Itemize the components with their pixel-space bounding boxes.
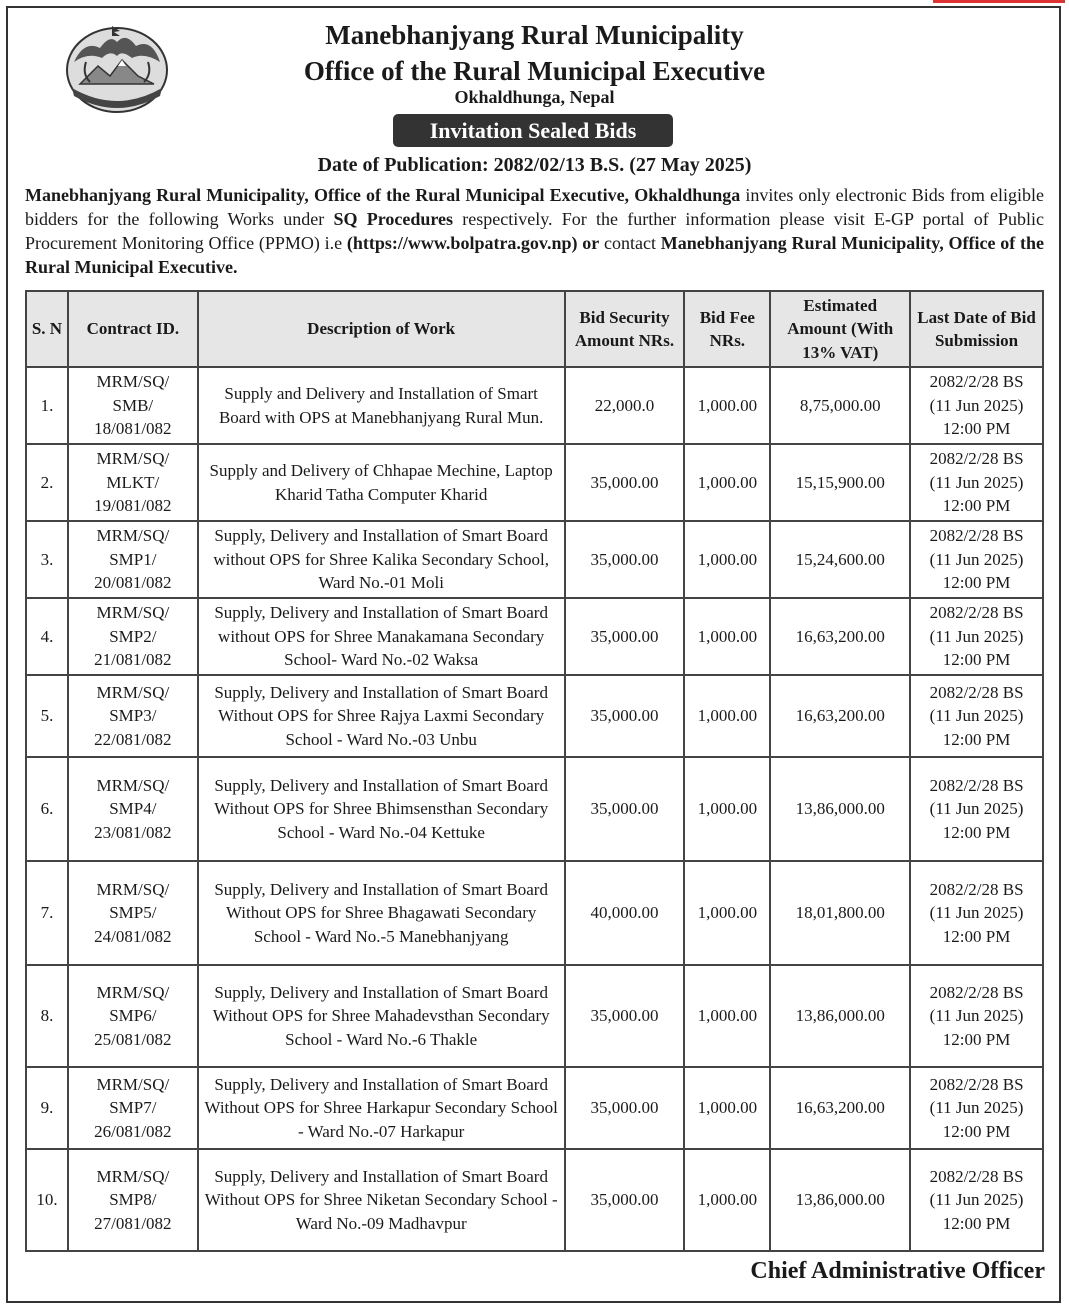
contract-id-line: 27/081/082 <box>94 1213 172 1233</box>
cell-last-date <box>910 1149 1043 1251</box>
cell-sn: 5. <box>26 675 68 757</box>
last-date-line: (11 Jun 2025) <box>929 549 1024 569</box>
cell-bid-security: 35,000.00 <box>565 444 685 521</box>
last-date-line: (11 Jun 2025) <box>929 626 1024 646</box>
cell-sn: 10. <box>26 1149 68 1251</box>
last-date-line: (11 Jun 2025) <box>929 472 1024 492</box>
cell-estimated: 15,24,600.00 <box>770 521 910 598</box>
cell-estimated: 13,86,000.00 <box>770 1149 910 1251</box>
cell-contract-id <box>68 444 198 521</box>
cell-contract-id <box>68 861 198 965</box>
last-date-line: 12:00 PM <box>942 1029 1011 1049</box>
cell-bid-fee: 1,000.00 <box>684 367 770 444</box>
cell-description: Supply, Delivery and Installation of Smart Board Without OPS for Shree Niketan Secondary School - Ward No.-09 Madhavpur <box>198 1149 565 1251</box>
last-date-line: 12:00 PM <box>942 926 1011 946</box>
table-header-row <box>26 291 1043 367</box>
cell-estimated: 13,86,000.00 <box>770 965 910 1067</box>
contract-id-line: MRM/SQ/ <box>96 879 170 899</box>
contract-id-line: SMP3/ <box>109 706 157 726</box>
last-date-line: (11 Jun 2025) <box>929 903 1024 923</box>
last-date-line: 12:00 PM <box>942 1213 1011 1233</box>
notice-title: Invitation Sealed Bids <box>393 114 673 147</box>
cell-bid-fee: 1,000.00 <box>684 521 770 598</box>
table-row <box>26 757 1043 861</box>
signatory: Chief Administrative Officer <box>750 1258 1045 1284</box>
cell-last-date <box>910 757 1043 861</box>
last-date-line: 2082/2/28 BS <box>929 449 1024 469</box>
office-name: Office of the Rural Municipal Executive <box>303 56 766 86</box>
header-bid-fee: Bid Fee NRs. <box>684 291 770 367</box>
last-date-line: 2082/2/28 BS <box>929 682 1024 702</box>
last-date-line: (11 Jun 2025) <box>929 1006 1024 1026</box>
cell-sn: 7. <box>26 861 68 965</box>
cell-bid-fee: 1,000.00 <box>684 965 770 1067</box>
cell-description: Supply, Delivery and Installation of Smart Board Without OPS for Shree Bhimsensthan Secondary School - Ward No.-04 Kettuke <box>198 757 565 861</box>
header-bid-security: Bid Security Amount NRs. <box>565 291 685 367</box>
contract-id-line: MRM/SQ/ <box>96 682 170 702</box>
contract-id-line: MRM/SQ/ <box>96 603 170 623</box>
cell-bid-fee: 1,000.00 <box>684 444 770 521</box>
cell-contract-id <box>68 598 198 675</box>
cell-last-date <box>910 965 1043 1067</box>
cell-description: Supply, Delivery and Installation of Smart Board Without OPS for Shree Rajya Laxmi Secondary School - Ward No.-03 Unbu <box>198 675 565 757</box>
cell-last-date <box>910 521 1043 598</box>
cell-bid-security: 35,000.00 <box>565 675 685 757</box>
header-sn: S. N <box>26 291 68 367</box>
last-date-line: (11 Jun 2025) <box>929 395 1024 415</box>
cell-sn: 8. <box>26 965 68 1067</box>
table-row <box>26 598 1043 675</box>
contract-id-line: SMP5/ <box>109 903 157 923</box>
contract-id-line: MRM/SQ/ <box>96 982 170 1002</box>
header-last-date: Last Date of Bid Submission <box>910 291 1043 367</box>
cell-last-date <box>910 1067 1043 1149</box>
table-row <box>26 675 1043 757</box>
contract-id-line: SMP4/ <box>109 799 157 819</box>
last-date-line: 2082/2/28 BS <box>929 879 1024 899</box>
contract-id-line: 25/081/082 <box>94 1029 172 1049</box>
contract-id-line: SMP1/ <box>109 549 157 569</box>
cell-bid-security: 35,000.00 <box>565 521 685 598</box>
cell-bid-fee: 1,000.00 <box>684 1149 770 1251</box>
contract-id-line: MRM/SQ/ <box>96 1166 170 1186</box>
header-description: Description of Work <box>198 291 565 367</box>
publication-date: Date of Publication: 2082/02/13 B.S. (27 May 2025) <box>317 154 752 176</box>
cell-sn: 4. <box>26 598 68 675</box>
last-date-line: (11 Jun 2025) <box>929 706 1024 726</box>
cell-sn: 6. <box>26 757 68 861</box>
last-date-line: 12:00 PM <box>942 419 1011 439</box>
cell-bid-security: 35,000.00 <box>565 757 685 861</box>
intro-bold-7: Manebhanjyang Rural Municipality, Office of the Rural Municipal Executive. <box>25 233 1045 277</box>
table-row <box>26 367 1043 444</box>
last-date-line: 12:00 PM <box>942 573 1011 593</box>
header-estimated: Estimated Amount (With 13% VAT) <box>770 291 910 367</box>
contract-id-line: SMP2/ <box>109 626 157 646</box>
bids-table <box>25 290 1044 1252</box>
cell-sn: 9. <box>26 1067 68 1149</box>
intro-text-6: contact <box>599 233 661 253</box>
table-row <box>26 965 1043 1067</box>
last-date-line: 12:00 PM <box>942 729 1011 749</box>
contract-id-line: SMP8/ <box>109 1190 157 1210</box>
cell-sn: 3. <box>26 521 68 598</box>
last-date-line: 12:00 PM <box>942 1121 1011 1141</box>
cell-estimated: 16,63,200.00 <box>770 675 910 757</box>
cell-estimated: 13,86,000.00 <box>770 757 910 861</box>
last-date-line: 2082/2/28 BS <box>929 372 1024 392</box>
contract-id-line: 22/081/082 <box>94 729 172 749</box>
intro-paragraph <box>25 183 1044 279</box>
table-row <box>26 444 1043 521</box>
cell-estimated: 18,01,800.00 <box>770 861 910 965</box>
cell-sn: 2. <box>26 444 68 521</box>
cell-contract-id <box>68 757 198 861</box>
cell-description: Supply and Delivery and Installation of Smart Board with OPS at Manebhanjyang Rural Mun. <box>198 367 565 444</box>
cell-contract-id <box>68 367 198 444</box>
last-date-line: 2082/2/28 BS <box>929 1074 1024 1094</box>
cell-last-date <box>910 861 1043 965</box>
cell-bid-fee: 1,000.00 <box>684 757 770 861</box>
contract-id-line: SMP6/ <box>109 1006 157 1026</box>
contract-id-line: SMP7/ <box>109 1098 157 1118</box>
contract-id-line: 20/081/082 <box>94 573 172 593</box>
last-date-line: 2082/2/28 BS <box>929 526 1024 546</box>
cell-bid-fee: 1,000.00 <box>684 861 770 965</box>
intro-text-4: respectively. For the further information please visit E-GP portal of Public Procurement Monitoring Office (PPMO) i.e <box>25 209 1044 253</box>
cell-sn: 1. <box>26 367 68 444</box>
cell-contract-id <box>68 1067 198 1149</box>
intro-text-2: invites only electronic Bids from eligible bidders for the following Works under <box>25 185 1045 229</box>
cell-description: Supply and Delivery of Chhapae Mechine, Laptop Kharid Tatha Computer Kharid <box>198 444 565 521</box>
cell-description: Supply, Delivery and Installation of Smart Board without OPS for Shree Manakamana Secondary School- Ward No.-02 Waksa <box>198 598 565 675</box>
contract-id-line: MLKT/ <box>106 472 160 492</box>
cell-description: Supply, Delivery and Installation of Smart Board Without OPS for Shree Mahadevsthan Secondary School - Ward No.-6 Thakle <box>198 965 565 1067</box>
cell-contract-id <box>68 521 198 598</box>
contract-id-line: 21/081/082 <box>94 650 172 670</box>
cell-bid-fee: 1,000.00 <box>684 1067 770 1149</box>
cell-estimated: 15,15,900.00 <box>770 444 910 521</box>
cell-bid-security: 40,000.00 <box>565 861 685 965</box>
cell-contract-id <box>68 675 198 757</box>
last-date-line: (11 Jun 2025) <box>929 1190 1024 1210</box>
cell-last-date <box>910 444 1043 521</box>
cell-bid-security: 35,000.00 <box>565 965 685 1067</box>
last-date-line: 2082/2/28 BS <box>929 1166 1024 1186</box>
contract-id-line: SMB/ <box>112 395 154 415</box>
intro-bold-5: (https://www.bolpatra.gov.np) or <box>346 233 600 253</box>
cell-description: Supply, Delivery and Installation of Smart Board Without OPS for Shree Bhagawati Secondary School - Ward No.-5 Manebhanjyang <box>198 861 565 965</box>
contract-id-line: MRM/SQ/ <box>96 526 170 546</box>
cell-contract-id <box>68 1149 198 1251</box>
cell-bid-security: 35,000.00 <box>565 1067 685 1149</box>
last-date-line: 12:00 PM <box>942 496 1011 516</box>
cell-bid-fee: 1,000.00 <box>684 675 770 757</box>
last-date-line: 12:00 PM <box>942 650 1011 670</box>
header-contract-id: Contract ID. <box>68 291 198 367</box>
intro-bold-1: Manebhanjyang Rural Municipality, Office of the Rural Municipal Executive, Okhaldhunga <box>25 185 741 205</box>
corner-mark <box>933 0 1065 3</box>
table-row <box>26 861 1043 965</box>
last-date-line: (11 Jun 2025) <box>929 799 1024 819</box>
cell-bid-fee: 1,000.00 <box>684 598 770 675</box>
table-row <box>26 521 1043 598</box>
cell-last-date <box>910 675 1043 757</box>
cell-bid-security: 35,000.00 <box>565 598 685 675</box>
table-row <box>26 1067 1043 1149</box>
location: Okhaldhunga, Nepal <box>454 87 615 107</box>
last-date-line: 2082/2/28 BS <box>929 982 1024 1002</box>
contract-id-line: 24/081/082 <box>94 926 172 946</box>
intro-bold-3: SQ Procedures <box>333 209 454 229</box>
contract-id-line: 23/081/082 <box>94 822 172 842</box>
last-date-line: 2082/2/28 BS <box>929 775 1024 795</box>
cell-last-date <box>910 598 1043 675</box>
contract-id-line: 18/081/082 <box>94 419 172 439</box>
cell-estimated: 16,63,200.00 <box>770 598 910 675</box>
contract-id-line: MRM/SQ/ <box>96 775 170 795</box>
cell-contract-id <box>68 965 198 1067</box>
cell-description: Supply, Delivery and Installation of Smart Board without OPS for Shree Kalika Secondary School, Ward No.-01 Moli <box>198 521 565 598</box>
contract-id-line: MRM/SQ/ <box>96 1074 170 1094</box>
contract-id-line: 26/081/082 <box>94 1121 172 1141</box>
last-date-line: 12:00 PM <box>942 822 1011 842</box>
cell-last-date <box>910 367 1043 444</box>
cell-bid-security: 22,000.0 <box>565 367 685 444</box>
contract-id-line: MRM/SQ/ <box>96 449 170 469</box>
last-date-line: 2082/2/28 BS <box>929 603 1024 623</box>
contract-id-line: MRM/SQ/ <box>96 372 170 392</box>
table-row <box>26 1149 1043 1251</box>
cell-estimated: 16,63,200.00 <box>770 1067 910 1149</box>
cell-bid-security: 35,000.00 <box>565 1149 685 1251</box>
cell-estimated: 8,75,000.00 <box>770 367 910 444</box>
cell-description: Supply, Delivery and Installation of Smart Board Without OPS for Shree Harkapur Secondary School - Ward No.-07 Harkapur <box>198 1067 565 1149</box>
contract-id-line: 19/081/082 <box>94 496 172 516</box>
last-date-line: (11 Jun 2025) <box>929 1098 1024 1118</box>
municipality-name: Manebhanjyang Rural Municipality <box>325 20 744 50</box>
